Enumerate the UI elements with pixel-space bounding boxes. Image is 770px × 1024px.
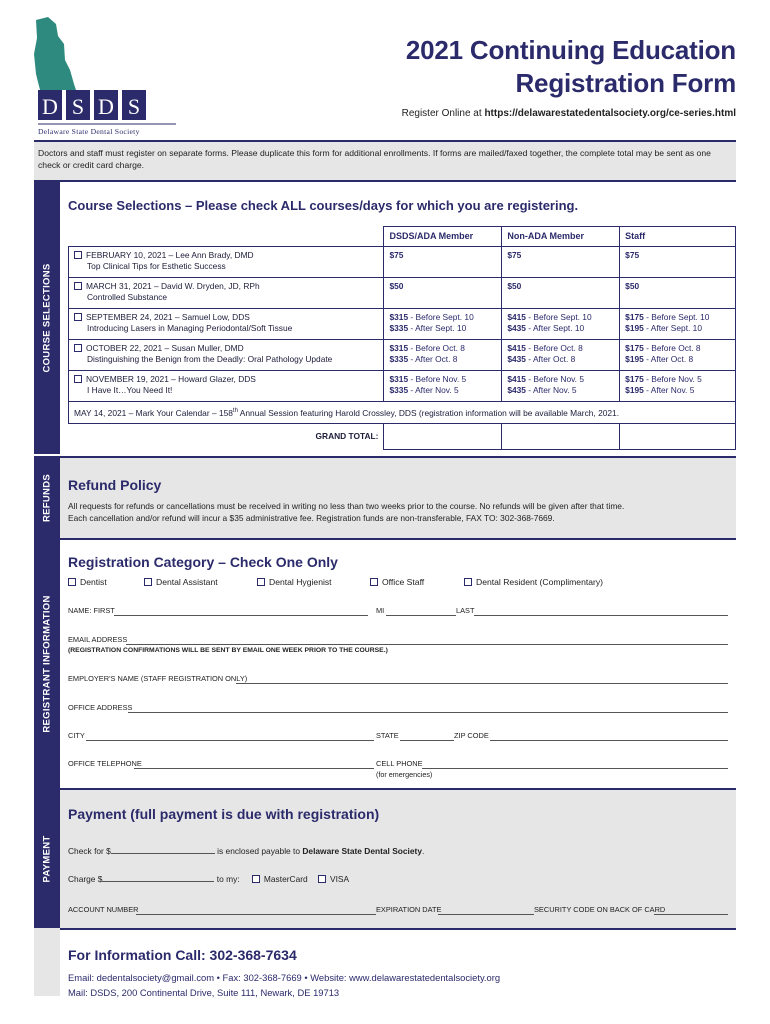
charge-prefix: Charge $ bbox=[68, 874, 103, 884]
course-table-header bbox=[69, 227, 736, 247]
course-checkbox[interactable] bbox=[74, 375, 82, 383]
course-line-1: OCTOBER 22, 2021 – Susan Muller, DMD bbox=[86, 343, 244, 353]
checkbox[interactable] bbox=[68, 578, 76, 586]
title-line-2: Registration Form bbox=[515, 68, 736, 98]
course-line-2: I Have It…You Need It! bbox=[87, 385, 173, 395]
city-label: CITY bbox=[68, 731, 85, 740]
checkbox[interactable] bbox=[464, 578, 472, 586]
price-2: $335 bbox=[389, 385, 409, 395]
employer-field[interactable] bbox=[68, 674, 728, 686]
may-notice bbox=[69, 402, 736, 424]
course-checkbox[interactable] bbox=[74, 344, 82, 352]
price-2: $435 bbox=[507, 385, 526, 395]
delaware-state-outline bbox=[34, 17, 76, 90]
course-description[interactable] bbox=[69, 278, 384, 309]
price-cell-staff bbox=[620, 340, 736, 371]
contact-line-2: Mail: DSDS, 200 Continental Drive, Suite 111, Newark, DE 19713 bbox=[68, 987, 340, 998]
section-label: REFUNDS bbox=[41, 473, 53, 523]
grand-total-member-input[interactable] bbox=[384, 424, 502, 450]
price-1: $50 bbox=[507, 281, 522, 291]
price-1-note: - Before Nov. 5 bbox=[525, 374, 584, 384]
grand-total-staff-input[interactable] bbox=[620, 424, 736, 450]
price-1: $175 bbox=[625, 374, 644, 384]
price-2: $435 bbox=[507, 323, 526, 333]
price-cell-member bbox=[384, 247, 502, 278]
price-cell-member bbox=[384, 340, 502, 371]
category-office-staff[interactable] bbox=[370, 577, 424, 587]
category-dental-assistant[interactable] bbox=[144, 577, 218, 587]
refund-panel bbox=[60, 458, 736, 538]
price-1-note: - Before Oct. 8 bbox=[643, 343, 701, 353]
refund-line-2: Each cancellation and/or refund will incur a $35 administrative fee. Registration funds are non-transferable, FAX TO: 302-368-7669. bbox=[68, 513, 555, 523]
price-2-note: - After Nov. 5 bbox=[408, 385, 459, 395]
refund-line-1: All requests for refunds or cancellations must be received in writing no less than two weeks prior to the course. No refunds will be given after that time. bbox=[68, 501, 625, 511]
price-1: $75 bbox=[625, 250, 640, 260]
first-name-label: NAME: FIRST bbox=[68, 606, 115, 615]
register-online-prefix: Register Online at bbox=[401, 108, 485, 119]
course-description[interactable] bbox=[69, 340, 384, 371]
price-cell-member bbox=[384, 309, 502, 340]
price-cell-staff bbox=[620, 278, 736, 309]
price-1-note: - Before Sept. 10 bbox=[408, 312, 474, 322]
office-telephone-field[interactable] bbox=[68, 759, 374, 771]
price-cell-member bbox=[384, 278, 502, 309]
col-non-member: Non-ADA Member bbox=[502, 227, 620, 247]
price-cell-non bbox=[502, 309, 620, 340]
employer-label: EMPLOYER'S NAME (STAFF REGISTRATION ONLY) bbox=[68, 674, 248, 683]
price-cell-non bbox=[502, 247, 620, 278]
section-label: REGISTRANT INFORMATION bbox=[41, 595, 53, 733]
zip-field[interactable] bbox=[454, 731, 728, 743]
office-address-label: OFFICE ADDRESS bbox=[68, 703, 133, 712]
expiration-label: EXPIRATION DATE bbox=[376, 905, 442, 914]
refund-heading: Refund Policy bbox=[68, 477, 162, 493]
price-1: $415 bbox=[507, 312, 526, 322]
price-1-note: - Before Oct. 8 bbox=[408, 343, 465, 353]
price-2-note: - After Oct. 8 bbox=[643, 354, 694, 364]
mi-label: MI bbox=[376, 606, 385, 615]
course-description[interactable] bbox=[69, 371, 384, 402]
course-row bbox=[69, 309, 736, 340]
course-checkbox[interactable] bbox=[74, 313, 82, 321]
mastercard-checkbox[interactable] bbox=[252, 875, 260, 883]
col-member: DSDS/ADA Member bbox=[384, 227, 502, 247]
category-dental-hygienist[interactable] bbox=[257, 577, 332, 587]
header-blank bbox=[69, 227, 384, 247]
course-line-1: FEBRUARY 10, 2021 – Lee Ann Brady, DMD bbox=[86, 250, 254, 260]
price-2-note: - After Sept. 10 bbox=[643, 323, 702, 333]
course-description[interactable] bbox=[69, 247, 384, 278]
account-number-field[interactable] bbox=[68, 905, 376, 917]
course-row bbox=[69, 247, 736, 278]
price-1: $315 bbox=[389, 312, 409, 322]
charge-line bbox=[68, 873, 668, 887]
visa-label: VISA bbox=[330, 874, 350, 884]
course-checkbox[interactable] bbox=[74, 251, 82, 259]
security-code-field[interactable] bbox=[534, 905, 728, 917]
section-tab-refunds bbox=[34, 458, 60, 538]
grand-total-label: GRAND TOTAL: bbox=[69, 424, 384, 450]
price-cell-staff bbox=[620, 371, 736, 402]
course-line-1: SEPTEMBER 24, 2021 – Samuel Low, DDS bbox=[86, 312, 250, 322]
check-suffix: is enclosed payable to bbox=[214, 846, 303, 856]
price-1: $75 bbox=[389, 250, 404, 260]
category-dentist[interactable] bbox=[68, 577, 107, 587]
mi-field[interactable] bbox=[376, 606, 456, 618]
price-cell-staff bbox=[620, 309, 736, 340]
grand-total-non-member-input[interactable] bbox=[502, 424, 620, 450]
security-code-label: SECURITY CODE ON BACK OF CARD bbox=[534, 905, 666, 914]
check-prefix: Check for $ bbox=[68, 846, 111, 856]
price-1: $50 bbox=[389, 281, 404, 291]
course-heading: Course Selections – Please check ALL courses/days for which you are registering. bbox=[68, 198, 579, 213]
category-label: Dentist bbox=[80, 577, 107, 587]
category-label: Office Staff bbox=[382, 577, 425, 587]
email-label: EMAIL ADDRESS bbox=[68, 635, 128, 644]
category-label: Dental Hygienist bbox=[269, 577, 332, 587]
price-2: $335 bbox=[389, 354, 409, 364]
logo-letter-1: D bbox=[42, 94, 58, 119]
category-label: Dental Assistant bbox=[156, 577, 218, 587]
account-number-label: ACCOUNT NUMBER bbox=[68, 905, 139, 914]
price-2-note: - After Sept. 10 bbox=[525, 323, 585, 333]
mastercard-label: MasterCard bbox=[263, 874, 308, 884]
price-1: $415 bbox=[507, 343, 526, 353]
price-2: $335 bbox=[389, 323, 409, 333]
may-text-1: MAY 14, 2021 – Mark Your Calendar – 158 bbox=[74, 407, 233, 418]
divider bbox=[34, 538, 736, 540]
expiration-field[interactable] bbox=[376, 905, 534, 917]
checkbox[interactable] bbox=[370, 578, 378, 586]
price-cell-non bbox=[502, 371, 620, 402]
price-1: $415 bbox=[507, 374, 526, 384]
checkbox[interactable] bbox=[257, 578, 265, 586]
category-label: Dental Resident (Complimentary) bbox=[476, 577, 604, 587]
intro-note: Doctors and staff must register on separate forms. Please duplicate this form for additional enrollments. If forms are mailed/faxed together, the complete total may be sent as one check or credit card charge. bbox=[34, 142, 736, 180]
last-name-field[interactable] bbox=[456, 606, 728, 618]
price-1-note: - Before Nov. 5 bbox=[408, 374, 467, 384]
col-staff: Staff bbox=[620, 227, 736, 247]
price-1: $175 bbox=[625, 312, 644, 322]
may-row bbox=[69, 402, 736, 424]
price-1-note: - Before Sept. 10 bbox=[643, 312, 710, 322]
price-2-note: - After Nov. 5 bbox=[643, 385, 695, 395]
visa-checkbox[interactable] bbox=[318, 875, 326, 883]
check-line: Check for $ is enclosed payable to Delaware State Dental Society. bbox=[68, 846, 425, 856]
register-online-text bbox=[402, 108, 736, 119]
course-line-2: Introducing Lasers in Managing Periodontal/Soft Tissue bbox=[87, 323, 293, 333]
price-1: $315 bbox=[389, 343, 409, 353]
price-cell-non bbox=[502, 278, 620, 309]
price-1: $50 bbox=[625, 281, 640, 291]
logo-subtitle: Delaware State Dental Society bbox=[38, 127, 140, 136]
price-2-note: - After Oct. 8 bbox=[525, 354, 576, 364]
price-1-note: - Before Oct. 8 bbox=[525, 343, 583, 353]
check-payee: Delaware State Dental Society bbox=[302, 846, 422, 856]
registration-heading: Registration Category – Check One Only bbox=[68, 554, 338, 570]
contact-info bbox=[68, 970, 500, 1000]
price-1: $75 bbox=[507, 250, 522, 260]
price-2-note: - After Nov. 5 bbox=[525, 385, 577, 395]
email-note: (REGISTRATION CONFIRMATIONS WILL BE SENT BY EMAIL ONE WEEK PRIOR TO THE COURSE.) bbox=[68, 647, 388, 654]
zip-label: ZIP CODE bbox=[454, 731, 489, 740]
course-row bbox=[69, 371, 736, 402]
divider bbox=[34, 180, 736, 182]
logo-letter-4: S bbox=[127, 94, 141, 119]
may-sup: th bbox=[232, 408, 238, 415]
charge-to: to my: bbox=[214, 874, 240, 884]
state-label: STATE bbox=[376, 731, 399, 740]
grand-total-row bbox=[69, 424, 736, 450]
info-heading: For Information Call: 302-368-7634 bbox=[68, 947, 297, 963]
course-line-2: Top Clinical Tips for Esthetic Success bbox=[87, 261, 226, 271]
category-dental-resident[interactable] bbox=[464, 577, 603, 587]
price-cell-non bbox=[502, 340, 620, 371]
logo-letter-2: S bbox=[71, 94, 85, 119]
may-text-2: Annual Session featuring Harold Crossley, DDS (registration information will be available March, 2021. bbox=[237, 407, 620, 418]
last-name-label: LAST bbox=[456, 606, 475, 615]
price-2: $435 bbox=[507, 354, 526, 364]
price-cell-member bbox=[384, 371, 502, 402]
course-line-1: MARCH 31, 2021 – David W. Dryden, JD, RPh bbox=[86, 281, 260, 291]
dsds-logo bbox=[28, 14, 188, 139]
info-side-block bbox=[34, 928, 60, 996]
logo-letter-3: D bbox=[98, 94, 114, 119]
course-line-2: Controlled Substance bbox=[87, 292, 168, 302]
state-field[interactable] bbox=[376, 731, 454, 743]
office-telephone-label: OFFICE TELEPHONE bbox=[68, 759, 142, 768]
price-1-note: - Before Sept. 10 bbox=[525, 312, 592, 322]
section-tab-payment bbox=[34, 790, 60, 928]
divider bbox=[34, 928, 736, 930]
price-2-note: - After Sept. 10 bbox=[408, 323, 467, 333]
register-online-link[interactable]: https://delawarestatedentalsociety.org/ce-series.html bbox=[484, 108, 736, 119]
price-1: $175 bbox=[625, 343, 644, 353]
section-label: COURSE SELECTIONS bbox=[41, 263, 53, 373]
office-address-field[interactable] bbox=[68, 703, 728, 715]
course-row bbox=[69, 278, 736, 309]
course-checkbox[interactable] bbox=[74, 282, 82, 290]
check-amount-field[interactable] bbox=[111, 845, 215, 854]
price-1-note: - Before Nov. 5 bbox=[643, 374, 702, 384]
charge-amount-field[interactable] bbox=[102, 873, 214, 882]
contact-line-1: Email: dedentalsociety@gmail.com • Fax: 302-368-7669 • Website: www.delawarestatedentalsociety.org bbox=[68, 972, 501, 983]
course-row bbox=[69, 340, 736, 371]
cell-phone-label: CELL PHONE bbox=[376, 759, 423, 768]
first-name-field[interactable] bbox=[68, 606, 368, 618]
course-description[interactable] bbox=[69, 309, 384, 340]
section-tab-course-selections bbox=[34, 182, 60, 454]
checkbox[interactable] bbox=[144, 578, 152, 586]
cell-note: (for emergencies) bbox=[376, 770, 433, 779]
section-tab-registrant bbox=[34, 540, 60, 788]
price-2-note: - After Oct. 8 bbox=[408, 354, 458, 364]
city-field[interactable] bbox=[68, 731, 374, 743]
price-2: $195 bbox=[625, 354, 644, 364]
price-2: $195 bbox=[625, 385, 644, 395]
page-title bbox=[406, 34, 736, 100]
price-2: $195 bbox=[625, 323, 644, 333]
title-line-1: 2021 Continuing Education bbox=[405, 35, 736, 65]
payment-heading: Payment (full payment is due with registration) bbox=[68, 806, 380, 822]
course-table bbox=[68, 226, 736, 450]
price-cell-staff bbox=[620, 247, 736, 278]
section-label: PAYMENT bbox=[41, 835, 53, 883]
course-line-1: NOVEMBER 19, 2021 – Howard Glazer, DDS bbox=[86, 374, 256, 384]
price-1: $315 bbox=[389, 374, 409, 384]
course-line-2: Distinguishing the Benign from the Deadly: Oral Pathology Update bbox=[87, 354, 333, 364]
